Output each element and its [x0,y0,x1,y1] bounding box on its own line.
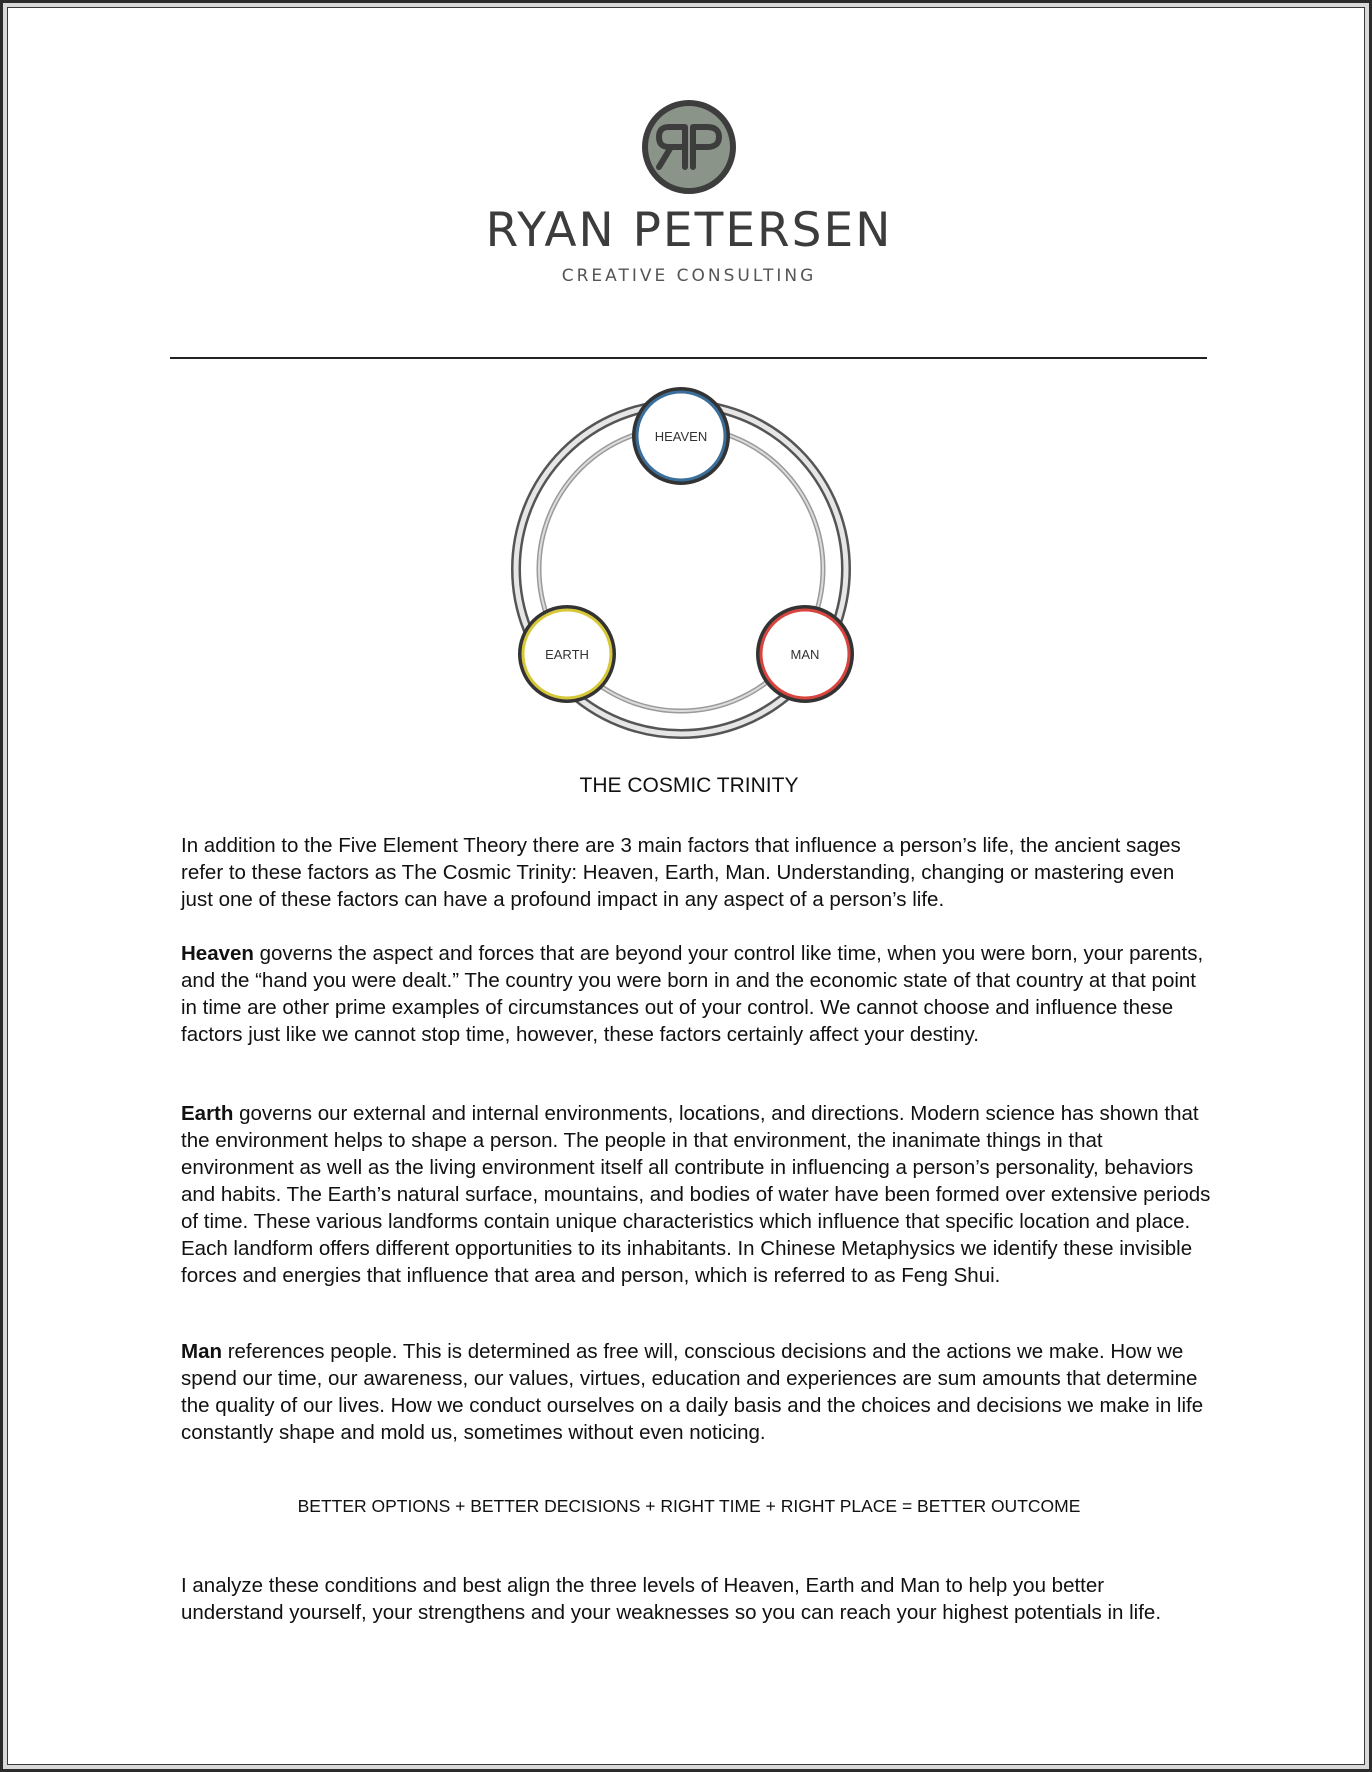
earth-term: Earth [181,1102,234,1125]
earth-node [521,608,613,700]
earth-paragraph [181,1100,1211,1289]
intro-paragraph: In addition to the Five Element Theory there are 3 main factors that influence a person’s life, the ancient sages refer to these factors as The Cosmic Trinity: Heaven, Earth, Man. Understanding, changing or mastering even just one of these factors can have a profound impact in any aspect of a person’s life. [181,834,1181,911]
outcome-equation: BETTER OPTIONS + BETTER DECISIONS + RIGHT TIME + RIGHT PLACE = BETTER OUTCOME [297,1496,1081,1516]
cosmic-trinity-diagram [503,383,875,753]
heaven-term: Heaven [181,942,254,965]
brand-name: RYAN PETERSEN [485,203,893,258]
diagram-caption: THE COSMIC TRINITY [579,774,799,797]
logo [3,99,1372,195]
man-text: references people. This is determined as free will, conscious decisions and the actions we make. How we spend our time, our awareness, our values, virtues, education and experiences are sum amounts that determine the quality of our lives. How we conduct ourselves on a daily basis and the choices and decisions we make in life constantly shape and mold us, sometimes without even noticing. [181,1340,1204,1444]
man-label: MAN [790,647,820,662]
heaven-text: governs the aspect and forces that are beyond your control like time, when you were born, your parents, and the “hand you were dealt.” The country you were born in and the economic state of that country at that point in time are other prime examples of circumstances out of your control. We cannot choose and influence these factors just like we cannot stop time, however, these factors certainly affect your destiny. [181,942,1204,1046]
man-node [759,608,851,700]
closing-paragraph: I analyze these conditions and best align the three levels of Heaven, Earth and Man to help you better understand yourself, your strengthens and your weaknesses so you can reach your highest potentials in life. [181,1574,1162,1624]
man-paragraph [181,1338,1211,1446]
divider-line [170,357,1207,359]
man-term: Man [181,1340,222,1363]
brand-subtitle: CREATIVE CONSULTING [561,266,817,286]
heaven-label: HEAVEN [654,429,708,444]
earth-label: EARTH [545,647,589,662]
heaven-node [635,390,727,482]
earth-text: governs our external and internal environments, locations, and directions. Modern science has shown that the environment helps to shape a person. The people in that environment, the inanimate things in that environment as well as the living environment itself all contribute in influencing a person’s personality, behaviors and habits. The Earth’s natural surface, mountains, and bodies of water have been formed over extensive periods of time. These various landforms contain unique characteristics which influence that specific location and place. Each landform offers different opportunities to its inhabitants. In Chinese Metaphysics we identify these invisible forces and energies that influence that area and person, which is referred to as Feng Shui. [181,1102,1211,1287]
heaven-paragraph [181,940,1211,1048]
rp-monogram-icon [641,99,737,195]
